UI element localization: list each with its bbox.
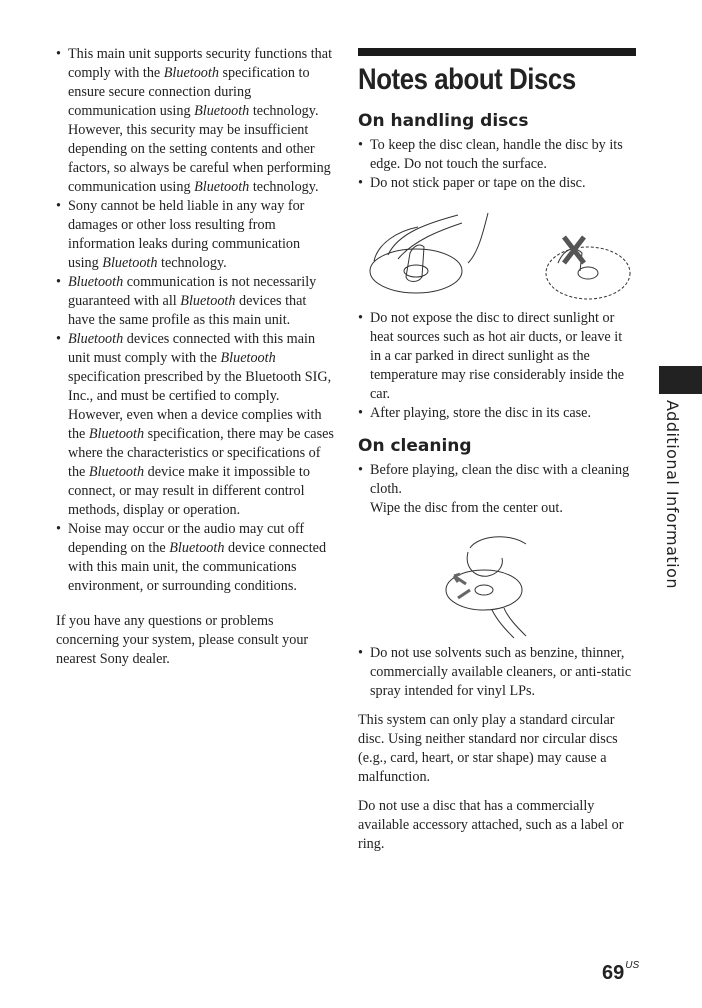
cleaning-heading: On cleaning (358, 436, 472, 456)
disc-cleaning-figure (358, 518, 636, 644)
bluetooth-term: Bluetooth (194, 179, 250, 195)
bluetooth-term: Bluetooth (88, 426, 145, 442)
accessory-paragraph: Do not use a disc that has a commercially available accessory attached, such as a label or ring. (358, 798, 624, 852)
closing-paragraph: If you have any questions or problems concerning your system, please consult your nearest Sony dealer. (56, 613, 309, 667)
touching-surface-prohibited-icon (546, 237, 630, 299)
handling-bullet: • Do not stick paper or tape on the disc. (358, 174, 636, 193)
section-tab (659, 366, 702, 394)
bluetooth-term: Bluetooth (163, 65, 219, 81)
cleaning-disc-icon (446, 537, 526, 638)
cleaning-bullet (358, 461, 636, 518)
cleaning-bullet-line2: Wipe the disc from the center out. (370, 500, 563, 516)
handling-heading: On handling discs (358, 111, 529, 131)
handling-bullet: • To keep the disc clean, handle the disc by its edge. Do not touch the surface. (358, 136, 636, 174)
left-bullet-list (56, 45, 334, 596)
left-bullet-item: • Bluetooth devices connected with this main unit must comply with the Bluetooth specification prescribed by the Bluetooth SIG, Inc., and must be certified to comply. However, even when a device complies with the Bluetooth specification, there may be cases where the characteristics or specifications of the Bluetooth device make it impossible to connect, or may result in different control methods, display or operation. (56, 330, 334, 520)
bluetooth-term: Bluetooth (194, 103, 250, 119)
left-bullet-item: • Sony cannot be held liable in any way for damages or other loss resulting from information leaks during communication using Bluetooth technology. (56, 197, 334, 273)
left-bullet-item: • Noise may occur or the audio may cut off depending on the Bluetooth device connected with this main unit, the communications environment, or surrounding conditions. (56, 520, 334, 596)
storage-bullet: • After playing, store the disc in its case. (358, 404, 636, 423)
disc-shape-paragraph: This system can only play a standard circular disc. Using neither standard nor circular discs (e.g., card, heart, or star shape) may cause a malfunction. (358, 712, 618, 785)
disc-handling-figure (358, 193, 636, 309)
page-title: Notes about Discs (358, 63, 576, 96)
page-number-suffix: US (625, 960, 640, 971)
left-column (56, 45, 334, 669)
page-number (602, 962, 639, 985)
cleaning-bullet-line1: Before playing, clean the disc with a cleaning cloth. (370, 462, 630, 497)
bluetooth-term: Bluetooth (220, 350, 276, 366)
page-number-value: 69 (602, 962, 625, 984)
bluetooth-term: Bluetooth (88, 464, 145, 480)
hand-holding-disc-icon (370, 213, 488, 293)
solvent-bullet: • Do not use solvents such as benzine, thinner, commercially available cleaners, or anti-static spray intended for vinyl LPs. (358, 644, 636, 701)
cleaning-bullets (358, 461, 636, 518)
left-bullet-item: • Bluetooth communication is not necessarily guaranteed with all Bluetooth devices that have the same profile as this main unit. (56, 273, 334, 330)
bluetooth-term: Bluetooth (180, 293, 236, 309)
bluetooth-term: Bluetooth (102, 255, 158, 271)
solvent-bullets (358, 644, 636, 701)
storage-bullet: • Do not expose the disc to direct sunlight or heat sources such as hot air ducts, or leave it in a car parked in direct sunlight as the temperature may rise considerably inside the car. (358, 309, 636, 404)
storage-bullets (358, 309, 636, 423)
bluetooth-term: Bluetooth (68, 331, 124, 347)
right-column (358, 48, 636, 854)
handling-bullets (358, 136, 636, 193)
bluetooth-term: Bluetooth (68, 274, 124, 290)
left-bullet-item: • This main unit supports security functions that comply with the Bluetooth specification to ensure secure connection during communication using Bluetooth technology. However, this security may be insufficient depending on the setting contents and other factors, so always be careful when performing communication using Bluetooth technology. (56, 45, 334, 197)
section-rule (358, 48, 636, 56)
bluetooth-term: Bluetooth (169, 540, 225, 556)
section-tab-label: Additional Information (663, 400, 682, 590)
